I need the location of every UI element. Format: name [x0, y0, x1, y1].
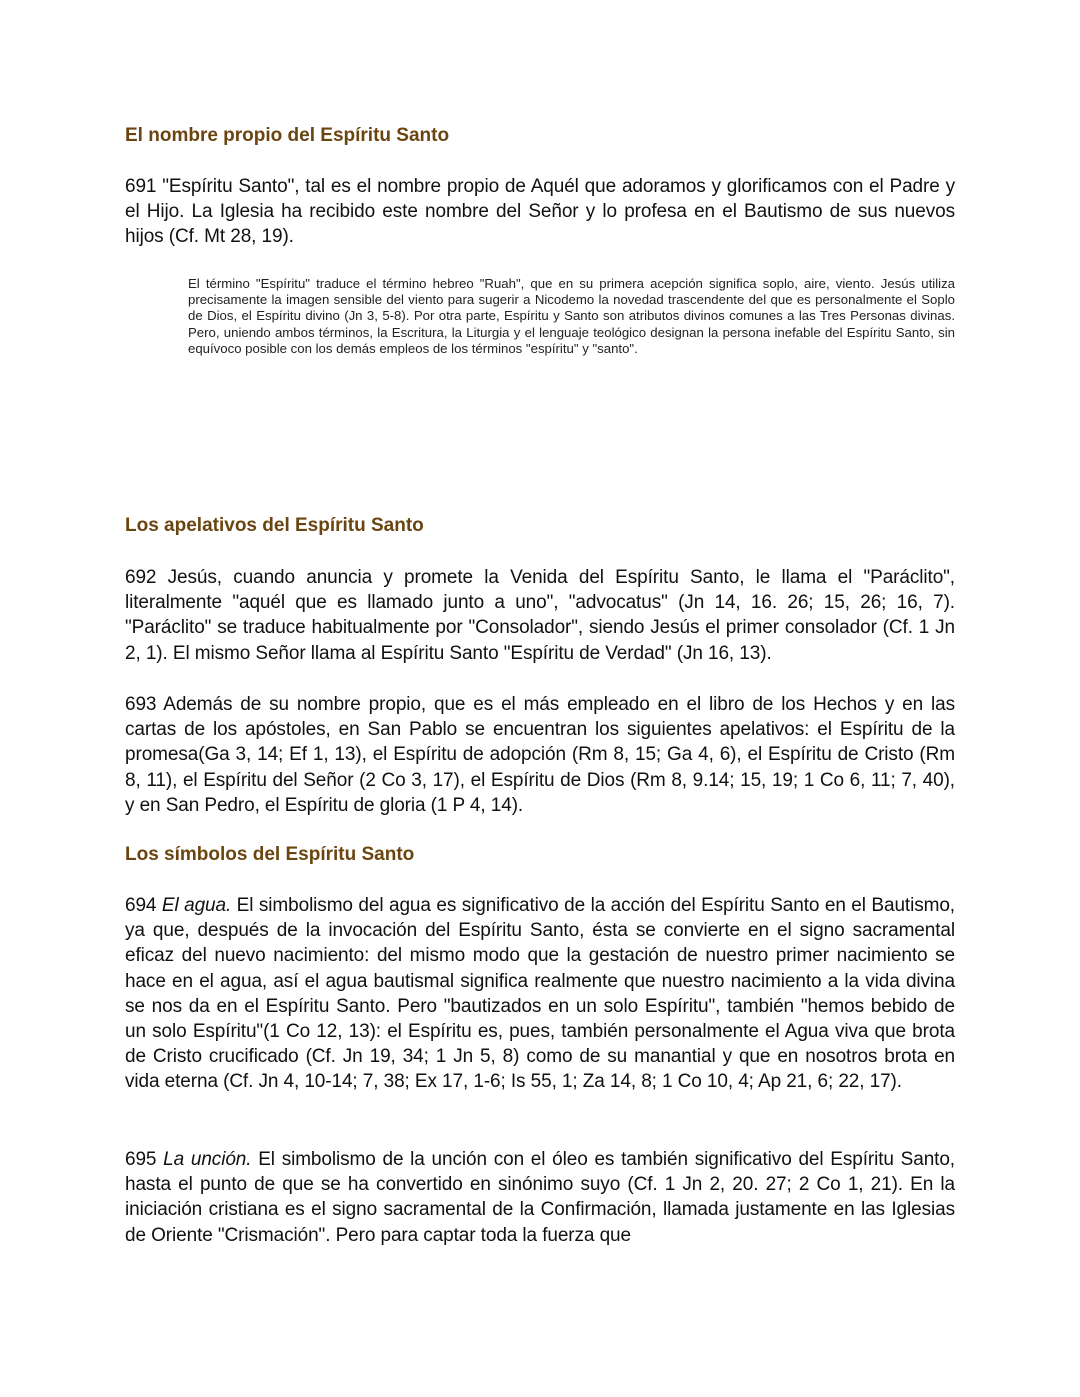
- paragraph-693: 693 Además de su nombre propio, que es el más empleado en el libro de los Hechos y en las cartas de los apóstoles, en San Pablo se encuentran los siguientes apelativos: el Espíritu de la promesa(Ga 3, 14; Ef 1, 13), el Espíritu de adopción (Rm 8, 15; Ga 4, 6), el Espíritu de Cristo (Rm 8, 11), el Espíritu del Señor (2 Co 3, 17), el Espíritu de Dios (Rm 8, 9.14; 15, 19; 1 Co 6, 11; 7, 40), y en San Pedro, el Espíritu de gloria (1 P 4, 14).: [125, 694, 955, 816]
- paragraph-number: 695: [125, 1149, 164, 1170]
- paragraph-695: [125, 1147, 955, 1248]
- section-heading-simbolos: Los símbolos del Espíritu Santo: [125, 844, 415, 865]
- paragraph-694: [125, 893, 955, 1095]
- paragraph-692: 692 Jesús, cuando anuncia y promete la Venida del Espíritu Santo, le llama el "Paráclito", literalmente "aquél que es llamado junto a uno", "advocatus" (Jn 14, 16. 26; 15, 26; 16, 7). "Paráclito" se traduce habitualmente por "Consolador", siendo Jesús el primer consolador (Cf. 1 Jn 2, 1). El mismo Señor llama al Espíritu Santo "Espíritu de Verdad" (Jn 16, 13).: [125, 567, 955, 664]
- section-heading-nombre-propio: El nombre propio del Espíritu Santo: [125, 125, 450, 146]
- paragraph-text: El simbolismo de la unción con el óleo es también significativo del Espíritu Santo, hasta el punto de que se ha convertido en sinónimo suyo (Cf. 1 Jn 2, 20. 27; 2 Co 1, 21). En la iniciación cristiana es el signo sacramental de la Confirmación, llamada justamente en las Iglesias de Oriente "Crismación". Pero para captar toda la fuerza que: [125, 1149, 955, 1246]
- section-heading-apelativos: Los apelativos del Espíritu Santo: [125, 515, 424, 536]
- paragraph-title-italic: La unción.: [163, 1149, 252, 1170]
- note-691: El término "Espíritu" traduce el término hebreo "Ruah", que en su primera acepción significa soplo, aire, viento. Jesús utiliza precisamente la imagen sensible del viento para sugerir a Nicodemo la novedad trascendente del que es personalmente el Soplo de Dios, el Espíritu divino (Jn 3, 5-8). Por otra parte, Espíritu y Santo son atributos divinos comunes a las Tres Personas divinas. Pero, uniendo ambos términos, la Escritura, la Liturgia y el lenguaje teológico designan la persona inefable del Espíritu Santo, sin equívoco posible con los demás empleos de los términos "espíritu" y "santo".: [188, 276, 955, 356]
- paragraph-number: 694: [125, 895, 162, 916]
- paragraph-title-italic: El agua.: [161, 895, 232, 916]
- paragraph-text: El simbolismo del agua es significativo de la acción del Espíritu Santo en el Bautismo, ya que, después de la invocación del Espíritu Santo, ésta se convierte en el signo sacramental eficaz del nuevo nacimiento: del mismo modo que la gestación de nuestro primer nacimiento se hace en el agua, así el agua bautismal significa realmente que nuestro nacimiento a la vida divina se nos da en el Espíritu Santo. Pero "bautizados en un solo Espíritu", también "hemos bebido de un solo Espíritu"(1 Co 12, 13): el Espíritu es, pues, también personalmente el Agua viva que brota de Cristo crucificado (Cf. Jn 19, 34; 1 Jn 5, 8) como de su manantial y que en nosotros brota en vida eterna (Cf. Jn 4, 10-14; 7, 38; Ex 17, 1-6; Is 55, 1; Za 14, 8; 1 Co 10, 4; Ap 21, 6; 22, 17).: [125, 895, 955, 1093]
- paragraph-691: 691 "Espíritu Santo", tal es el nombre propio de Aquél que adoramos y glorificamos con el Padre y el Hijo. La Iglesia ha recibido este nombre del Señor y lo profesa en el Bautismo de sus nuevos hijos (Cf. Mt 28, 19).: [125, 176, 955, 248]
